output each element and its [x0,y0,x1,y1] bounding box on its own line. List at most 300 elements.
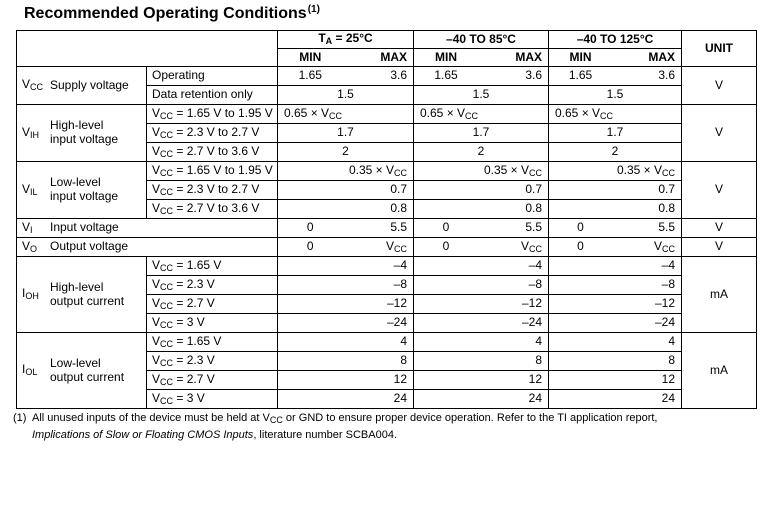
text-segment: 3.6 [658,68,675,83]
text-segment: –4 [393,258,407,273]
parameter-label [22,221,277,236]
value-cell [278,67,414,86]
parameter-cell [17,333,147,409]
parameter-name-line: Supply voltage [50,77,129,92]
header-row-temps [17,31,757,49]
subscript-text: CC [160,357,174,368]
text-segment: V [714,125,723,140]
cell-value [414,126,548,139]
minmax-wrap [278,51,413,64]
value-cell [414,219,549,238]
text-segment: 2 [611,144,619,159]
text-segment: mA [710,286,728,301]
parameter-symbol [22,287,50,302]
text-segment: V [152,276,161,291]
subscript-text: I [30,224,33,235]
value-cell [549,124,682,143]
value-cell [414,390,549,409]
max-value [343,221,414,234]
text-segment: = 2.3 V to 2.7 V [173,124,260,139]
condition-cell [147,314,278,333]
parameter-name-line: output current [50,369,125,384]
value-cell [549,371,682,390]
subscript-text: IH [30,129,40,140]
condition-cell [147,295,278,314]
unit-cell [682,333,757,409]
parameter-name-line: High-level [50,118,104,133]
cell-value [414,164,548,179]
min-header: MIN [299,49,322,64]
cell-value [414,183,548,196]
value-cell [278,371,414,390]
table-row [17,67,757,86]
text-segment: 5.5 [525,220,542,235]
subscript-text: CC [160,110,174,121]
text-segment: = 25°C [332,31,373,46]
minmax-values [278,240,413,255]
table-row [17,162,757,181]
text-segment: V [152,371,161,386]
text-segment: –12 [386,296,407,311]
text-segment: All unused inputs of the device must be held at V [32,412,270,424]
table-header [17,31,757,67]
value-cell [278,162,414,181]
min-value [414,221,478,234]
cell-value [414,354,548,367]
footnote-line2-tail: , literature number SCBA004. [253,429,397,441]
text-segment: 1.7 [337,125,354,140]
table-row [17,219,757,238]
header-minmax-1 [278,49,414,67]
value-cell [414,181,549,200]
value-cell [549,86,682,105]
parameter-name [50,221,119,235]
value-cell [414,67,549,86]
text-segment: –40 TO 85°C [446,31,516,46]
text-segment: 1.65 [298,68,322,83]
parameter-label [22,119,146,147]
text-segment: V [22,124,31,139]
text-segment: V [152,143,161,158]
condition-cell [147,105,278,124]
parameter-name-line: Input voltage [50,220,119,235]
parameter-name [50,281,124,309]
text-segment: 24 [528,391,542,406]
subscript-text: CC [160,262,174,273]
minmax-values [414,69,548,82]
value-cell [278,124,414,143]
parameter-cell [17,105,147,162]
text-segment: –24 [654,315,675,330]
min-header: MIN [435,49,457,64]
text-segment: V [22,77,31,92]
subscript-text: CC [662,167,675,178]
text-segment: = 2.7 V [173,295,215,310]
text-segment: mA [710,362,728,377]
header-temp-125c [549,31,682,49]
unit-cell [682,219,757,238]
cell-value [549,164,681,179]
subscript-text: CC [160,205,174,216]
footnote-text [32,411,657,443]
max-header: MAX [648,49,675,64]
minmax-values [549,69,681,82]
parameter-name-line: output current [50,293,125,308]
cell-value [414,202,548,215]
subscript-text: CC [30,82,44,93]
value-cell [414,314,549,333]
cell-value [549,335,681,348]
text-segment: 3.6 [390,68,407,83]
value-cell [278,276,414,295]
value-cell [278,295,414,314]
text-segment: Data retention only [152,87,253,102]
cell-value [278,145,413,158]
text-segment: V [385,238,394,253]
condition-cell [147,371,278,390]
subscript-text: CC [160,319,174,330]
cell-value [278,107,413,122]
text-segment: V [714,182,723,197]
footnote-line2 [32,428,657,443]
text-segment: V [714,77,723,92]
text-segment: 8 [535,353,542,368]
max-header: MAX [515,49,542,64]
subscript-text: CC [465,110,479,121]
value-cell [278,333,414,352]
header-temp-25c [278,31,414,49]
condition-cell [147,162,278,181]
text-segment: 1.65 [568,68,593,83]
cell-value [414,392,548,405]
cell-value [278,354,413,367]
text-segment: = 1.65 V to 1.95 V [173,162,273,177]
table-row [17,257,757,276]
text-segment: = 2.7 V to 3.6 V [173,200,260,215]
text-segment: I [22,362,26,377]
text-segment: 4 [535,334,542,349]
text-segment: 0.7 [525,182,542,197]
cell-value [549,392,681,405]
value-cell [549,105,682,124]
parameter-symbol [22,363,50,378]
cell-value [278,88,413,101]
cell-value [549,373,681,386]
parameter-name-line: Low-level [50,175,101,190]
unit-cell [682,105,757,162]
parameter-symbol [22,78,50,93]
value-cell [278,352,414,371]
value-cell [278,86,414,105]
text-segment: 8 [668,353,675,368]
value-cell [549,257,682,276]
parameter-cell [17,238,278,257]
parameter-name-line: input voltage [50,132,119,146]
subscript-text: OL [25,367,38,378]
subscript-text: CC [662,243,675,254]
text-segment: 0.35 × V [348,162,394,177]
text-segment: 24 [661,391,675,406]
text-segment: = 1.65 V [173,333,222,348]
condition-cell [147,352,278,371]
condition-cell [147,86,278,105]
text-segment: –4 [661,258,675,273]
text-segment: 0.7 [390,182,407,197]
subscript-text: CC [160,148,174,159]
value-cell [278,105,414,124]
text-segment: –24 [386,315,407,330]
text-segment: V [152,162,161,177]
operating-conditions-table [16,30,757,409]
table-row [17,333,757,352]
text-segment: = 2.3 V to 2.7 V [173,181,260,196]
condition-cell [147,390,278,409]
cell-value [278,126,413,139]
value-cell [278,143,414,162]
max-value [343,240,414,255]
value-cell [414,371,549,390]
text-segment: V [152,181,161,196]
value-cell [278,200,414,219]
parameter-cell [17,162,147,219]
value-cell [278,257,414,276]
text-segment: V [520,238,529,253]
cell-value [549,259,681,272]
value-cell [414,276,549,295]
cell-value [414,373,548,386]
text-segment: 12 [393,372,407,387]
condition-cell [147,181,278,200]
text-segment: 0.65 × V [284,105,330,120]
text-segment: 5.5 [390,220,407,235]
text-segment: –12 [654,296,675,311]
value-cell [414,86,549,105]
condition-cell [147,276,278,295]
text-segment: V [152,390,161,405]
page-title [24,5,320,23]
parameter-label [22,176,146,204]
cell-value [414,259,548,272]
header-unit: UNIT [682,31,757,67]
value-cell [549,67,682,86]
cell-value [278,297,413,310]
value-cell [549,181,682,200]
minmax-values [414,240,548,255]
text-segment: 0.8 [658,201,675,216]
table-row [17,105,757,124]
text-segment: 1.5 [472,87,490,102]
value-cell [414,238,549,257]
max-header: MAX [380,49,407,64]
value-cell [414,143,549,162]
max-value [612,221,681,234]
subscript-text: CC [269,415,283,425]
cell-value [414,335,548,348]
table-row [17,238,757,257]
cell-value [278,164,413,179]
text-segment: 2 [342,144,349,159]
header-minmax-2 [414,49,549,67]
text-segment: or GND to ensure proper device operation. Refer to the TI application report, [282,412,658,424]
subscript-text: CC [529,167,542,178]
value-cell [549,295,682,314]
cell-value [549,202,681,215]
text-segment: 12 [661,372,675,387]
parameter-name-line: Output voltage [50,239,129,254]
text-segment: –12 [521,296,542,311]
unit-cell [682,257,757,333]
minmax-wrap [549,51,681,64]
text-segment: V [22,181,31,196]
cell-value [549,354,681,367]
condition-cell [147,257,278,276]
text-segment: T [318,31,326,46]
text-segment: 0.65 × V [555,105,601,120]
minmax-values [414,221,548,234]
condition-cell [147,67,278,86]
subscript-text: CC [160,167,174,178]
subscript-text: CC [160,281,174,292]
cell-value [549,297,681,310]
text-segment: 1.5 [337,87,354,102]
max-value [478,221,548,234]
cell-value [278,202,413,215]
text-segment: 2 [477,144,485,159]
minmax-values [549,240,681,255]
value-cell [278,219,414,238]
subscript-text: IL [30,186,38,197]
cell-value [278,259,413,272]
text-segment: = 2.7 V [173,371,215,386]
text-segment: 0.35 × V [483,162,529,177]
value-cell [414,162,549,181]
value-cell [278,390,414,409]
text-segment: V [152,257,161,272]
cell-value [278,373,413,386]
cell-value [549,145,681,158]
text-segment: –8 [393,277,407,292]
text-segment: V [152,352,161,367]
parameter-symbol [22,221,50,236]
footnote [13,411,763,443]
text-segment: I [22,286,26,301]
value-cell [549,162,682,181]
subscript-text: CC [160,300,174,311]
subscript-text: CC [160,395,174,406]
text-segment: 8 [400,353,407,368]
min-value [549,69,612,82]
min-value [278,240,343,255]
subscript-text: CC [394,167,407,178]
parameter-label [22,357,146,385]
text-segment: = 3 V [173,314,205,329]
text-segment: 0 [306,220,314,235]
text-segment: 0.65 × V [420,105,466,120]
min-value [549,240,612,255]
parameter-name [50,357,124,385]
parameter-name-line: High-level [50,279,104,294]
condition-cell [147,333,278,352]
parameter-cell [17,219,278,238]
table-body [17,67,757,409]
cell-value [278,392,413,405]
subscript-text: CC [160,338,174,349]
cell-value [414,297,548,310]
min-value [414,69,478,82]
condition-cell [147,200,278,219]
condition-cell [147,143,278,162]
value-cell [549,390,682,409]
subscript-text: CC [329,110,343,121]
text-segment: = 2.7 V to 3.6 V [173,143,260,158]
text-segment: 0 [577,238,584,253]
text-segment: V [152,105,161,120]
parameter-name-line: Low-level [50,355,101,370]
cell-value [414,316,548,329]
text-segment: 12 [528,372,542,387]
parameter-name [50,79,129,93]
max-value [612,240,681,255]
parameter-symbol [22,126,50,141]
header-temp-85c [414,31,549,49]
max-value [478,69,548,82]
text-segment: V [653,238,662,253]
header-blank-cell [17,31,278,67]
min-header: MIN [569,49,592,64]
minmax-values [549,221,681,234]
text-segment: –4 [528,258,542,273]
text-segment: 4 [668,334,675,349]
text-segment: –8 [661,277,675,292]
subscript-text: O [30,243,38,254]
parameter-label [22,78,146,93]
cell-value [414,88,548,101]
parameter-label [22,240,277,255]
min-value [278,221,343,234]
text-segment: V [22,219,31,234]
value-cell [549,333,682,352]
max-value [612,69,681,82]
cell-value [414,278,548,291]
value-cell [414,124,549,143]
text-segment: = 2.3 V [173,352,215,367]
value-cell [414,257,549,276]
unit-cell [682,238,757,257]
text-segment: 24 [393,391,407,406]
cell-value [549,107,681,122]
subscript-text: CC [529,243,542,254]
text-segment: 0.8 [390,201,407,216]
text-segment: = 1.65 V [173,257,222,272]
text-segment: 0 [442,220,450,235]
parameter-symbol [22,183,50,198]
cell-value [278,183,413,196]
title-footnote-ref: (1) [307,4,320,15]
subscript-text: CC [160,376,174,387]
title-text: Recommended Operating Conditions [24,5,307,22]
subscript-text: CC [160,186,174,197]
text-segment: V [152,124,161,139]
text-segment: = 1.65 V to 1.95 V [173,105,273,120]
parameter-label [22,281,146,309]
text-segment: V [22,238,31,253]
minmax-wrap [414,51,548,64]
text-segment: 3.6 [525,68,542,83]
value-cell [414,333,549,352]
value-cell [414,352,549,371]
text-segment: 0.8 [525,201,542,216]
text-segment: Operating [152,68,205,83]
